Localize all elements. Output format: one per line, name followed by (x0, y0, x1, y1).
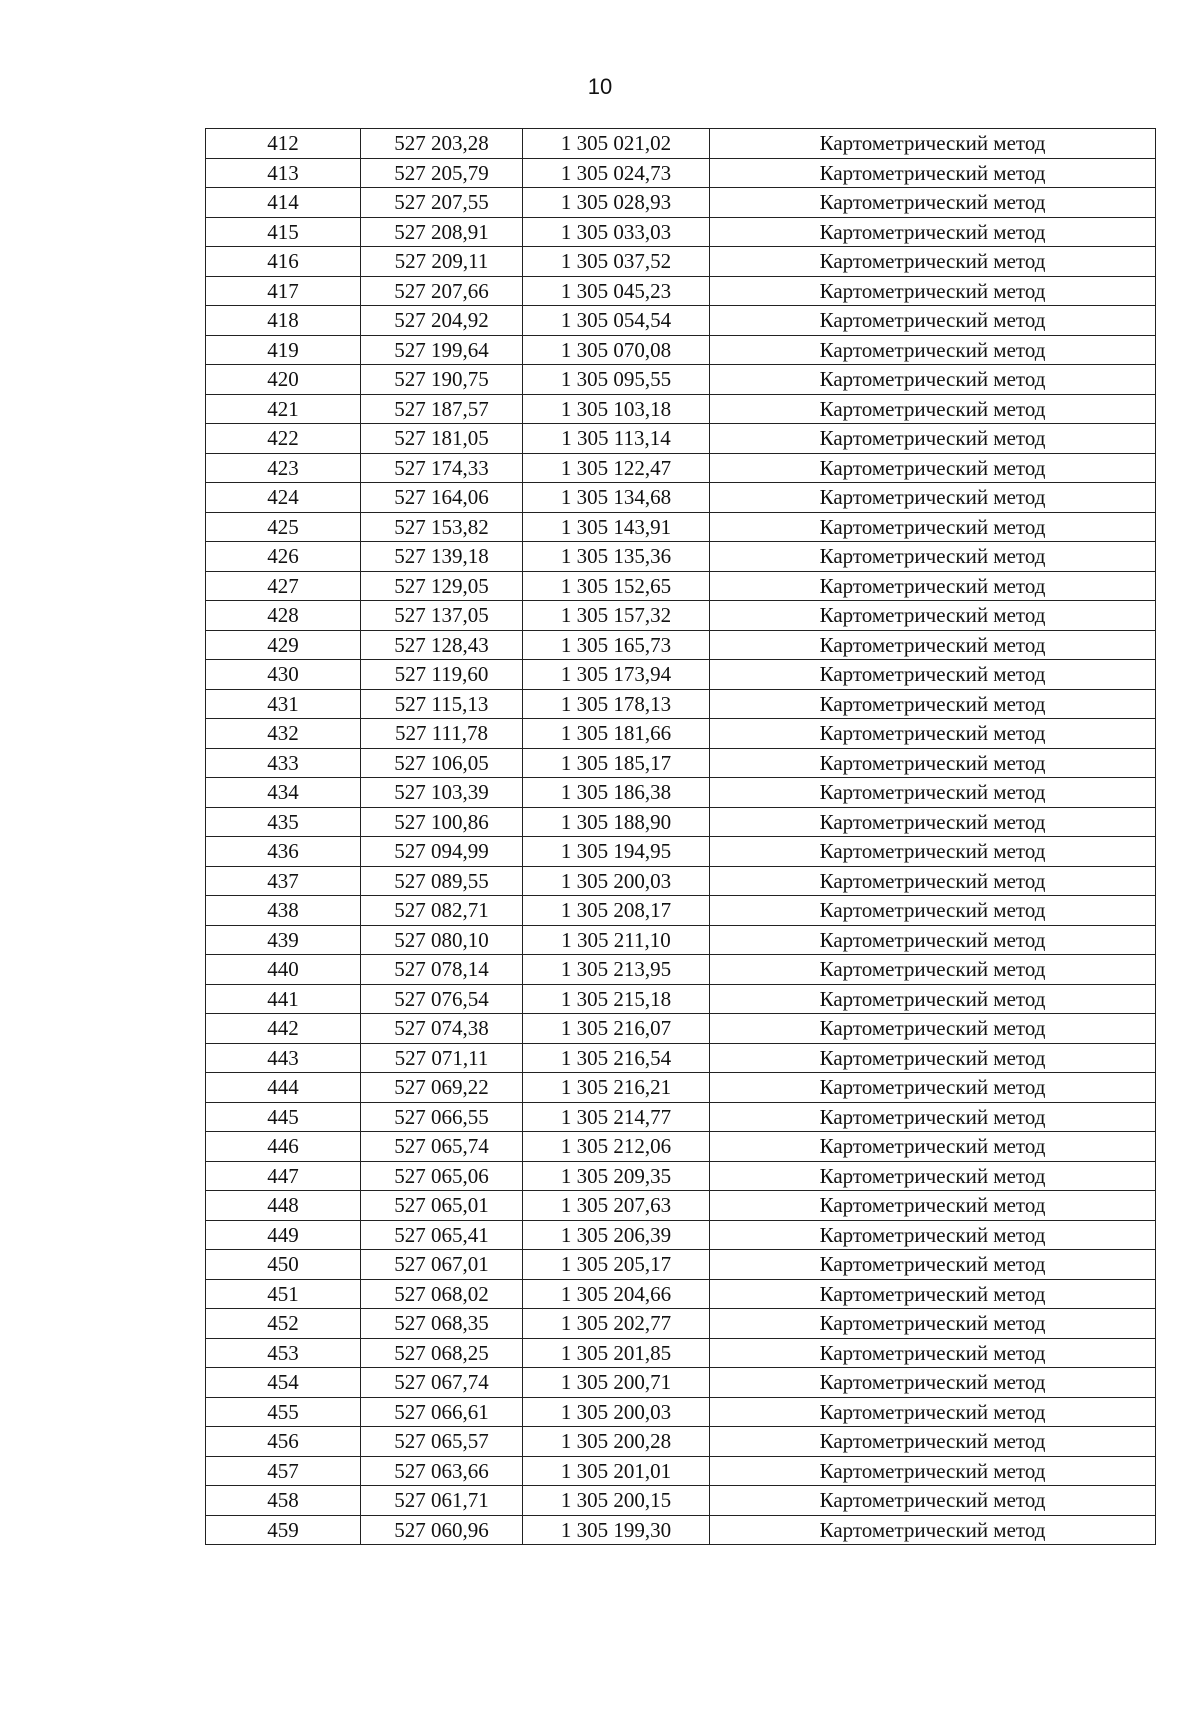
y-coordinate-cell: 1 305 212,06 (523, 1132, 710, 1162)
x-coordinate-cell: 527 065,06 (361, 1161, 523, 1191)
table-row (206, 1043, 1156, 1073)
y-coordinate-cell: 1 305 095,55 (523, 365, 710, 395)
y-coordinate-cell: 1 305 201,85 (523, 1338, 710, 1368)
point-number-cell: 447 (206, 1161, 361, 1191)
point-number-cell: 425 (206, 512, 361, 542)
method-cell: Картометрический метод (710, 571, 1156, 601)
x-coordinate-cell: 527 080,10 (361, 925, 523, 955)
x-coordinate-cell: 527 089,55 (361, 866, 523, 896)
table-row (206, 1309, 1156, 1339)
method-cell: Картометрический метод (710, 601, 1156, 631)
y-coordinate-cell: 1 305 200,71 (523, 1368, 710, 1398)
y-coordinate-cell: 1 305 122,47 (523, 453, 710, 483)
method-cell: Картометрический метод (710, 1515, 1156, 1545)
y-coordinate-cell: 1 305 215,18 (523, 984, 710, 1014)
y-coordinate-cell: 1 305 208,17 (523, 896, 710, 926)
x-coordinate-cell: 527 164,06 (361, 483, 523, 513)
x-coordinate-cell: 527 111,78 (361, 719, 523, 749)
method-cell: Картометрический метод (710, 1397, 1156, 1427)
point-number-cell: 417 (206, 276, 361, 306)
y-coordinate-cell: 1 305 024,73 (523, 158, 710, 188)
point-number-cell: 418 (206, 306, 361, 336)
point-number-cell: 457 (206, 1456, 361, 1486)
point-number-cell: 420 (206, 365, 361, 395)
method-cell: Картометрический метод (710, 984, 1156, 1014)
method-cell: Картометрический метод (710, 365, 1156, 395)
point-number-cell: 431 (206, 689, 361, 719)
table-row (206, 1220, 1156, 1250)
x-coordinate-cell: 527 139,18 (361, 542, 523, 572)
y-coordinate-cell: 1 305 181,66 (523, 719, 710, 749)
y-coordinate-cell: 1 305 178,13 (523, 689, 710, 719)
y-coordinate-cell: 1 305 134,68 (523, 483, 710, 513)
method-cell: Картометрический метод (710, 630, 1156, 660)
y-coordinate-cell: 1 305 214,77 (523, 1102, 710, 1132)
table-row (206, 866, 1156, 896)
point-number-cell: 415 (206, 217, 361, 247)
table-row (206, 188, 1156, 218)
x-coordinate-cell: 527 063,66 (361, 1456, 523, 1486)
y-coordinate-cell: 1 305 213,95 (523, 955, 710, 985)
point-number-cell: 439 (206, 925, 361, 955)
method-cell: Картометрический метод (710, 424, 1156, 454)
table-row (206, 630, 1156, 660)
point-number-cell: 423 (206, 453, 361, 483)
method-cell: Картометрический метод (710, 129, 1156, 159)
method-cell: Картометрический метод (710, 217, 1156, 247)
y-coordinate-cell: 1 305 033,03 (523, 217, 710, 247)
y-coordinate-cell: 1 305 202,77 (523, 1309, 710, 1339)
method-cell: Картометрический метод (710, 1132, 1156, 1162)
point-number-cell: 416 (206, 247, 361, 277)
x-coordinate-cell: 527 078,14 (361, 955, 523, 985)
point-number-cell: 433 (206, 748, 361, 778)
x-coordinate-cell: 527 061,71 (361, 1486, 523, 1516)
y-coordinate-cell: 1 305 205,17 (523, 1250, 710, 1280)
point-number-cell: 456 (206, 1427, 361, 1457)
method-cell: Картометрический метод (710, 247, 1156, 277)
y-coordinate-cell: 1 305 037,52 (523, 247, 710, 277)
table-row (206, 483, 1156, 513)
x-coordinate-cell: 527 137,05 (361, 601, 523, 631)
x-coordinate-cell: 527 181,05 (361, 424, 523, 454)
table-row (206, 512, 1156, 542)
method-cell: Картометрический метод (710, 866, 1156, 896)
point-number-cell: 440 (206, 955, 361, 985)
x-coordinate-cell: 527 203,28 (361, 129, 523, 159)
point-number-cell: 446 (206, 1132, 361, 1162)
method-cell: Картометрический метод (710, 748, 1156, 778)
table-row (206, 837, 1156, 867)
y-coordinate-cell: 1 305 113,14 (523, 424, 710, 454)
method-cell: Картометрический метод (710, 1014, 1156, 1044)
table-row (206, 276, 1156, 306)
table-row (206, 1191, 1156, 1221)
table-row (206, 925, 1156, 955)
method-cell: Картометрический метод (710, 306, 1156, 336)
y-coordinate-cell: 1 305 103,18 (523, 394, 710, 424)
point-number-cell: 442 (206, 1014, 361, 1044)
point-number-cell: 435 (206, 807, 361, 837)
table-row (206, 335, 1156, 365)
table-row (206, 778, 1156, 808)
point-number-cell: 421 (206, 394, 361, 424)
method-cell: Картометрический метод (710, 276, 1156, 306)
point-number-cell: 459 (206, 1515, 361, 1545)
y-coordinate-cell: 1 305 194,95 (523, 837, 710, 867)
point-number-cell: 443 (206, 1043, 361, 1073)
x-coordinate-cell: 527 066,61 (361, 1397, 523, 1427)
point-number-cell: 453 (206, 1338, 361, 1368)
x-coordinate-cell: 527 100,86 (361, 807, 523, 837)
table-row (206, 1014, 1156, 1044)
point-number-cell: 419 (206, 335, 361, 365)
x-coordinate-cell: 527 074,38 (361, 1014, 523, 1044)
table-row (206, 1279, 1156, 1309)
x-coordinate-cell: 527 119,60 (361, 660, 523, 690)
method-cell: Картометрический метод (710, 1161, 1156, 1191)
point-number-cell: 444 (206, 1073, 361, 1103)
point-number-cell: 436 (206, 837, 361, 867)
y-coordinate-cell: 1 305 157,32 (523, 601, 710, 631)
x-coordinate-cell: 527 065,41 (361, 1220, 523, 1250)
y-coordinate-cell: 1 305 200,28 (523, 1427, 710, 1457)
table-row (206, 719, 1156, 749)
y-coordinate-cell: 1 305 209,35 (523, 1161, 710, 1191)
x-coordinate-cell: 527 103,39 (361, 778, 523, 808)
y-coordinate-cell: 1 305 200,03 (523, 866, 710, 896)
point-number-cell: 454 (206, 1368, 361, 1398)
point-number-cell: 412 (206, 129, 361, 159)
y-coordinate-cell: 1 305 070,08 (523, 335, 710, 365)
y-coordinate-cell: 1 305 185,17 (523, 748, 710, 778)
y-coordinate-cell: 1 305 211,10 (523, 925, 710, 955)
method-cell: Картометрический метод (710, 1043, 1156, 1073)
table-row (206, 394, 1156, 424)
x-coordinate-cell: 527 069,22 (361, 1073, 523, 1103)
method-cell: Картометрический метод (710, 719, 1156, 749)
y-coordinate-cell: 1 305 186,38 (523, 778, 710, 808)
method-cell: Картометрический метод (710, 1250, 1156, 1280)
y-coordinate-cell: 1 305 165,73 (523, 630, 710, 660)
method-cell: Картометрический метод (710, 453, 1156, 483)
y-coordinate-cell: 1 305 201,01 (523, 1456, 710, 1486)
x-coordinate-cell: 527 066,55 (361, 1102, 523, 1132)
x-coordinate-cell: 527 082,71 (361, 896, 523, 926)
table-row (206, 1456, 1156, 1486)
y-coordinate-cell: 1 305 200,15 (523, 1486, 710, 1516)
table-row (206, 571, 1156, 601)
y-coordinate-cell: 1 305 021,02 (523, 129, 710, 159)
point-number-cell: 438 (206, 896, 361, 926)
point-number-cell: 413 (206, 158, 361, 188)
x-coordinate-cell: 527 208,91 (361, 217, 523, 247)
table-row (206, 129, 1156, 159)
table-row (206, 1338, 1156, 1368)
point-number-cell: 414 (206, 188, 361, 218)
point-number-cell: 430 (206, 660, 361, 690)
x-coordinate-cell: 527 115,13 (361, 689, 523, 719)
x-coordinate-cell: 527 067,01 (361, 1250, 523, 1280)
x-coordinate-cell: 527 174,33 (361, 453, 523, 483)
y-coordinate-cell: 1 305 152,65 (523, 571, 710, 601)
x-coordinate-cell: 527 129,05 (361, 571, 523, 601)
x-coordinate-cell: 527 068,02 (361, 1279, 523, 1309)
table-row (206, 306, 1156, 336)
method-cell: Картометрический метод (710, 542, 1156, 572)
x-coordinate-cell: 527 076,54 (361, 984, 523, 1014)
table-row (206, 1397, 1156, 1427)
point-number-cell: 458 (206, 1486, 361, 1516)
y-coordinate-cell: 1 305 199,30 (523, 1515, 710, 1545)
page-number: 10 (587, 74, 613, 99)
table-row (206, 1250, 1156, 1280)
point-number-cell: 448 (206, 1191, 361, 1221)
point-number-cell: 422 (206, 424, 361, 454)
point-number-cell: 426 (206, 542, 361, 572)
point-number-cell: 449 (206, 1220, 361, 1250)
point-number-cell: 445 (206, 1102, 361, 1132)
method-cell: Картометрический метод (710, 1073, 1156, 1103)
y-coordinate-cell: 1 305 054,54 (523, 306, 710, 336)
method-cell: Картометрический метод (710, 660, 1156, 690)
table-row (206, 689, 1156, 719)
method-cell: Картометрический метод (710, 158, 1156, 188)
point-number-cell: 441 (206, 984, 361, 1014)
method-cell: Картометрический метод (710, 1368, 1156, 1398)
method-cell: Картометрический метод (710, 896, 1156, 926)
y-coordinate-cell: 1 305 173,94 (523, 660, 710, 690)
method-cell: Картометрический метод (710, 335, 1156, 365)
coordinates-table (205, 128, 1156, 1545)
y-coordinate-cell: 1 305 188,90 (523, 807, 710, 837)
point-number-cell: 429 (206, 630, 361, 660)
table-row (206, 1515, 1156, 1545)
table-row (206, 453, 1156, 483)
point-number-cell: 434 (206, 778, 361, 808)
table-row (206, 660, 1156, 690)
x-coordinate-cell: 527 187,57 (361, 394, 523, 424)
y-coordinate-cell: 1 305 028,93 (523, 188, 710, 218)
table-row (206, 1132, 1156, 1162)
method-cell: Картометрический метод (710, 1456, 1156, 1486)
x-coordinate-cell: 527 207,66 (361, 276, 523, 306)
method-cell: Картометрический метод (710, 188, 1156, 218)
point-number-cell: 428 (206, 601, 361, 631)
x-coordinate-cell: 527 128,43 (361, 630, 523, 660)
y-coordinate-cell: 1 305 216,54 (523, 1043, 710, 1073)
method-cell: Картометрический метод (710, 925, 1156, 955)
x-coordinate-cell: 527 106,05 (361, 748, 523, 778)
method-cell: Картометрический метод (710, 689, 1156, 719)
y-coordinate-cell: 1 305 143,91 (523, 512, 710, 542)
x-coordinate-cell: 527 204,92 (361, 306, 523, 336)
point-number-cell: 427 (206, 571, 361, 601)
table-row (206, 984, 1156, 1014)
x-coordinate-cell: 527 068,25 (361, 1338, 523, 1368)
method-cell: Картометрический метод (710, 837, 1156, 867)
x-coordinate-cell: 527 190,75 (361, 365, 523, 395)
x-coordinate-cell: 527 065,01 (361, 1191, 523, 1221)
table-row (206, 542, 1156, 572)
coordinates-table-body (206, 129, 1156, 1545)
y-coordinate-cell: 1 305 135,36 (523, 542, 710, 572)
method-cell: Картометрический метод (710, 1338, 1156, 1368)
table-row (206, 424, 1156, 454)
method-cell: Картометрический метод (710, 512, 1156, 542)
x-coordinate-cell: 527 065,74 (361, 1132, 523, 1162)
method-cell: Картометрический метод (710, 778, 1156, 808)
method-cell: Картометрический метод (710, 483, 1156, 513)
method-cell: Картометрический метод (710, 807, 1156, 837)
x-coordinate-cell: 527 199,64 (361, 335, 523, 365)
point-number-cell: 451 (206, 1279, 361, 1309)
point-number-cell: 424 (206, 483, 361, 513)
method-cell: Картометрический метод (710, 1486, 1156, 1516)
table-row (206, 807, 1156, 837)
table-row (206, 158, 1156, 188)
table-row (206, 955, 1156, 985)
table-row (206, 1486, 1156, 1516)
point-number-cell: 452 (206, 1309, 361, 1339)
y-coordinate-cell: 1 305 216,21 (523, 1073, 710, 1103)
x-coordinate-cell: 527 068,35 (361, 1309, 523, 1339)
y-coordinate-cell: 1 305 207,63 (523, 1191, 710, 1221)
table-row (206, 1368, 1156, 1398)
point-number-cell: 437 (206, 866, 361, 896)
method-cell: Картометрический метод (710, 1309, 1156, 1339)
y-coordinate-cell: 1 305 045,23 (523, 276, 710, 306)
y-coordinate-cell: 1 305 204,66 (523, 1279, 710, 1309)
point-number-cell: 455 (206, 1397, 361, 1427)
method-cell: Картометрический метод (710, 1102, 1156, 1132)
table-row (206, 1073, 1156, 1103)
method-cell: Картометрический метод (710, 1191, 1156, 1221)
method-cell: Картометрический метод (710, 1279, 1156, 1309)
table-row (206, 896, 1156, 926)
method-cell: Картометрический метод (710, 1427, 1156, 1457)
table-row (206, 217, 1156, 247)
x-coordinate-cell: 527 065,57 (361, 1427, 523, 1457)
x-coordinate-cell: 527 071,11 (361, 1043, 523, 1073)
method-cell: Картометрический метод (710, 394, 1156, 424)
table-row (206, 247, 1156, 277)
point-number-cell: 432 (206, 719, 361, 749)
x-coordinate-cell: 527 067,74 (361, 1368, 523, 1398)
y-coordinate-cell: 1 305 206,39 (523, 1220, 710, 1250)
x-coordinate-cell: 527 060,96 (361, 1515, 523, 1545)
table-row (206, 601, 1156, 631)
table-row (206, 1427, 1156, 1457)
point-number-cell: 450 (206, 1250, 361, 1280)
x-coordinate-cell: 527 209,11 (361, 247, 523, 277)
table-row (206, 365, 1156, 395)
table-row (206, 748, 1156, 778)
method-cell: Картометрический метод (710, 1220, 1156, 1250)
table-row (206, 1161, 1156, 1191)
x-coordinate-cell: 527 094,99 (361, 837, 523, 867)
method-cell: Картометрический метод (710, 955, 1156, 985)
x-coordinate-cell: 527 207,55 (361, 188, 523, 218)
x-coordinate-cell: 527 153,82 (361, 512, 523, 542)
x-coordinate-cell: 527 205,79 (361, 158, 523, 188)
table-row (206, 1102, 1156, 1132)
y-coordinate-cell: 1 305 216,07 (523, 1014, 710, 1044)
y-coordinate-cell: 1 305 200,03 (523, 1397, 710, 1427)
